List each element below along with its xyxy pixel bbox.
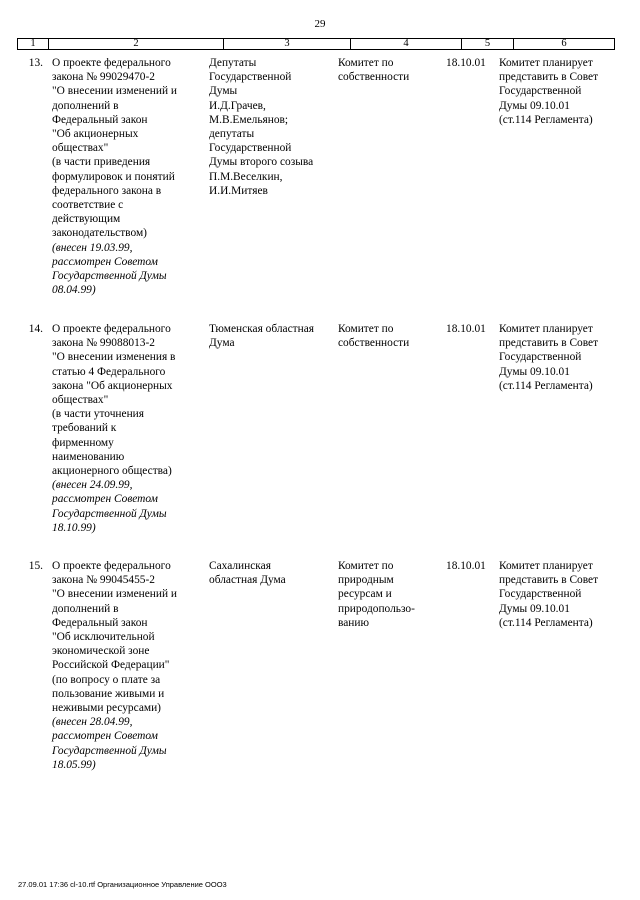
- header-col-3: 3: [223, 39, 350, 49]
- bill-author: Депутаты Государственной Думы И.Д.Грачев, М.В.Емельянов; депутаты Государственной Думы второго созыва П.М.Веселкин, И.И.Митяев: [209, 57, 314, 197]
- bill-committee: Комитет по природным ресурсам и природопользо- ванию: [338, 560, 415, 629]
- bill-date: 18.10.01: [446, 323, 486, 335]
- header-col-1: 1: [30, 38, 36, 49]
- header-col-6: 6: [513, 39, 614, 49]
- bill-author: Тюменская областная Дума: [209, 323, 315, 350]
- document-footer: 27.09.01 17:36 cl-10.rtf Организационное Управление ООО3: [18, 880, 227, 889]
- bill-committee: Комитет по собственности: [338, 323, 410, 350]
- row-number: 14.: [28, 323, 43, 335]
- header-col-5: 5: [461, 39, 513, 49]
- page-number: 29: [314, 18, 326, 30]
- bill-plan: Комитет планирует представить в Совет Государственной Думы 09.10.01 (ст.114 Регламента): [499, 560, 599, 629]
- bill-author: Сахалинская областная Дума: [209, 560, 286, 587]
- bill-title: О проекте федерального закона № 99088013-2 "О внесении изменения в статью 4 Федерального закона "Об акционерных обществах" (в части уточнения требований к фирменному наименованию акционерного общества) (внесен 24.09.99, рассмотрен Советом Государственной Думы 18.10.99): [52, 323, 176, 534]
- bill-plan: Комитет планирует представить в Совет Государственной Думы 09.10.01 (ст.114 Регламента): [499, 57, 599, 126]
- bill-date: 18.10.01: [446, 560, 486, 572]
- bill-note: (внесен 24.09.99,: [52, 479, 133, 492]
- bill-committee: Комитет по собственности: [338, 57, 410, 84]
- row-number: 15.: [28, 560, 43, 572]
- bill-note: (внесен 28.04.99,: [52, 716, 133, 729]
- header-col-2: 2: [48, 39, 223, 49]
- bill-date: 18.10.01: [446, 57, 486, 69]
- bill-title: О проекте федерального закона № 99045455-2 "О внесении изменений и дополнений в Федеральный закон "Об исключительной экономической зоне Российской Федерации" (по вопросу о плате за пользование живыми и неживыми ресурсами) (внесен 28.04.99, рассмотрен Советом Государственной Думы 18.05.99): [52, 560, 178, 771]
- bill-title: О проекте федерального закона № 99029470-2 "О внесении изменений и дополнений в Федеральный закон "Об акционерных обществах" (в части приведения формулировок и понятий федерального закона в соответствие с действующим законодательством) (внесен 19.03.99, рассмотрен Советом Государственной Думы 08.04.99): [52, 57, 178, 297]
- header-col-4: 4: [350, 39, 461, 49]
- row-number: 13.: [28, 57, 43, 69]
- bill-plan: Комитет планирует представить в Совет Государственной Думы 09.10.01 (ст.114 Регламента): [499, 323, 599, 392]
- bill-note: (внесен 19.03.99,: [52, 241, 133, 254]
- table-header: [17, 38, 615, 50]
